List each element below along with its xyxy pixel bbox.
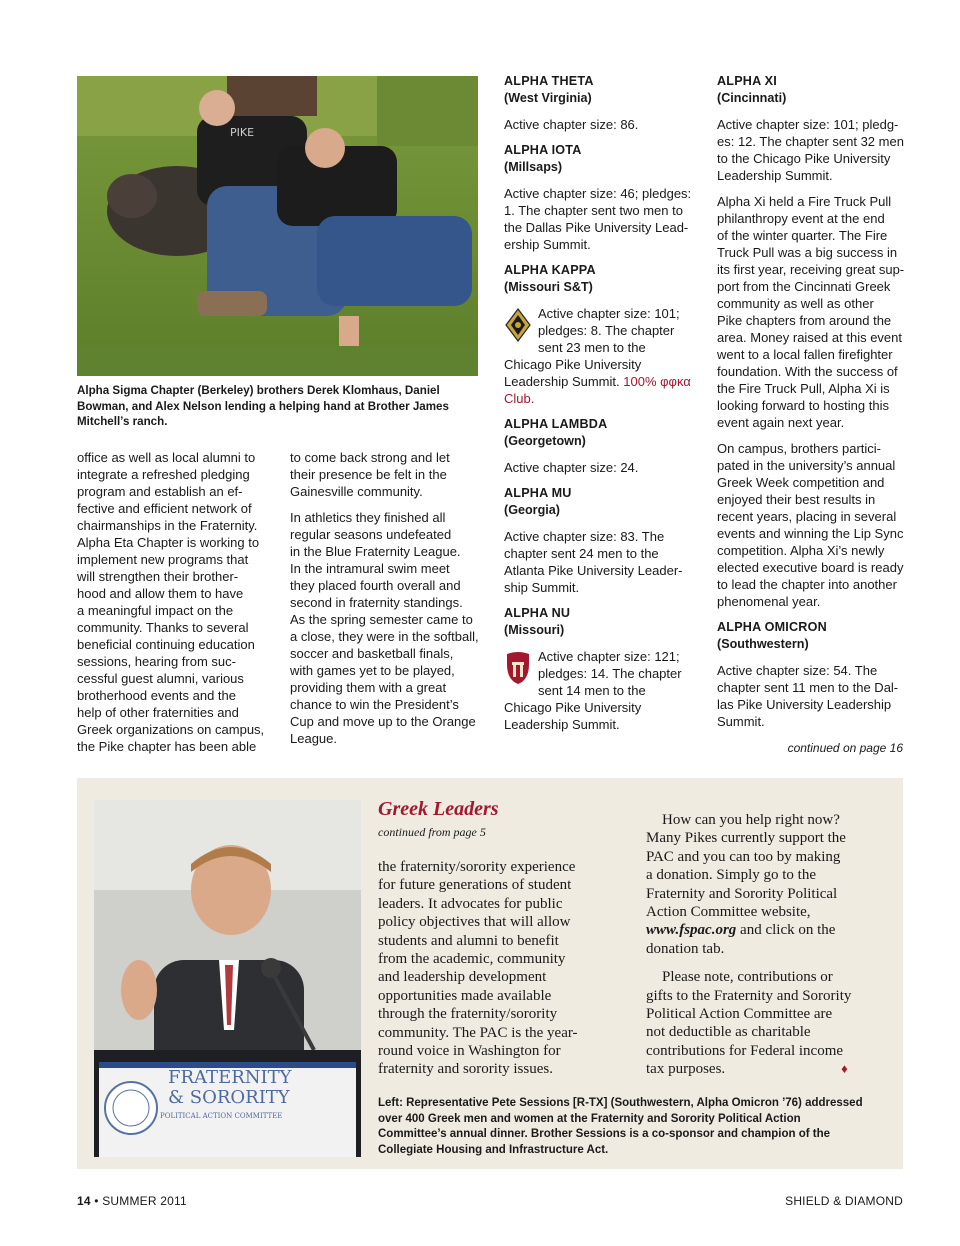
article-column-1	[77, 449, 277, 755]
chapter-line: Active chapter size: 121;	[538, 649, 680, 664]
chapter-line: foundation. With the success of	[717, 364, 898, 379]
article-line: their presence be felt in the	[290, 467, 447, 482]
article-line: sessions, hearing from suc-	[77, 654, 236, 669]
chapter-report	[504, 529, 682, 595]
article-line: implement new programs that	[77, 552, 249, 567]
sidebar-line: Action Committee website,	[646, 904, 811, 921]
chapter-line: Active chapter size: 24.	[504, 460, 639, 475]
chapter-line: Active chapter size: 101; pledg-	[717, 117, 899, 132]
sidebar-line: a donation. Simply go to the	[646, 867, 816, 884]
article-line: In the intramural swim meet	[290, 561, 450, 576]
sidebar-caption: Left: Representative Pete Sessions [R-TX] (Southwestern, Alpha Omicron ’76) addressed over 400 Greek men and women at the Fraternity and Sorority Political Action Committee’s annual dinner. Brother Sessions is a co-sponsor and champion of the Collegiate Housing and Infrastructure Act.	[378, 1097, 863, 1156]
chapter-line: es: 12. The chapter sent 32 men	[717, 134, 904, 149]
article-line: the Pike chapter has been able	[77, 739, 257, 754]
chapter-name: ALPHA IOTA	[504, 143, 582, 157]
chapter-name: ALPHA THETA	[504, 74, 594, 88]
chapter-line: pledges: 8. The chapter	[538, 323, 675, 338]
chapter-line: events and winning the Lip Sync	[717, 526, 904, 541]
footer-page-info	[77, 1194, 187, 1208]
speaker-photo	[94, 800, 361, 1157]
chapter-line: ership Summit.	[504, 237, 591, 252]
article-line: regular seasons undefeated	[290, 527, 452, 542]
article-line: integrate a refreshed pledging	[77, 467, 250, 482]
article-line: a close, they were in the softball,	[290, 629, 479, 644]
article-line: hood and allow them to have	[77, 586, 244, 601]
chapter-name: ALPHA XI	[717, 74, 777, 88]
chapter-line: to lead the chapter into another	[717, 577, 897, 592]
sidebar-line: Please note, contributions or	[662, 969, 833, 986]
sidebar-line: through the fraternity/sorority	[378, 1006, 558, 1023]
article-line: in the Blue Fraternity League.	[290, 544, 461, 559]
sidebar-line: Political Action Committee are	[646, 1006, 833, 1023]
footer-magazine-name: SHIELD & DIAMOND	[785, 1194, 903, 1208]
chapter-entry	[504, 73, 694, 133]
chapter-line: sent 23 men to the	[538, 340, 646, 355]
sidebar-line: community. The PAC is the year-	[378, 1024, 578, 1041]
sidebar-line: round voice in Washington for	[378, 1043, 561, 1060]
chapter-report	[504, 186, 691, 252]
sidebar-line: PAC and you can too by making	[646, 848, 841, 865]
article-line: beneficial continuing education	[77, 637, 255, 652]
chapter-line: Active chapter size: 86.	[504, 117, 639, 132]
article-line: providing them with a great	[290, 680, 447, 695]
sidebar-line: and leadership development	[378, 969, 547, 986]
chapter-school: (West Virginia)	[504, 91, 592, 105]
sidebar-line: the fraternity/sorority experience	[378, 859, 576, 875]
chapter-school: (Missouri S&T)	[504, 280, 593, 294]
ranch-photo	[77, 76, 478, 376]
chapter-school: (Georgetown)	[504, 434, 586, 448]
article-line: Gainesville community.	[290, 484, 423, 499]
chapter-line: went to a local fallen firefighter	[717, 347, 893, 362]
chapter-line: elected executive board is ready	[717, 560, 904, 575]
chapter-line: the Dallas Pike University Lead-	[504, 220, 689, 235]
chapter-report	[504, 460, 638, 475]
chapter-entry	[504, 262, 694, 407]
chapter-line: the Fire Truck Pull, Alpha Xi is	[717, 381, 890, 396]
chapter-entry	[717, 619, 907, 730]
chapter-line: competition. Alpha Xi’s newly	[717, 543, 885, 558]
podium-line-1: FRATERNITY	[168, 1067, 292, 1088]
sidebar-line: not deductible as charitable	[646, 1024, 811, 1041]
chapter-line: Leadership Summit.	[717, 168, 833, 183]
article-line: brotherhood events and the	[77, 688, 237, 703]
chapter-line: ship Summit.	[504, 580, 580, 595]
chapter-report	[504, 117, 638, 132]
fspac-link[interactable]: www.fspac.org	[646, 922, 737, 939]
chapter-crest-icon	[504, 650, 532, 686]
chapter-line: 1. The chapter sent two men to	[504, 203, 683, 218]
sidebar-line: Fraternity and Sorority Political	[646, 885, 838, 902]
article-line: program and establish an ef-	[77, 484, 243, 499]
link-after-text: and click on the	[736, 922, 836, 939]
chapter-paragraph	[717, 193, 907, 431]
article-line: will strengthen their brother-	[77, 569, 239, 584]
chapter-column-4	[717, 73, 907, 739]
sidebar-line: from the academic, community	[378, 951, 566, 968]
chapter-line: Chicago Pike University	[504, 700, 642, 715]
article-line: As the spring semester came to	[290, 612, 473, 627]
chapter-name: ALPHA NU	[504, 606, 571, 620]
chapter-line: area. Money raised at this event	[717, 330, 902, 345]
chapter-line: pledges: 14. The chapter	[538, 666, 682, 681]
article-line: Greek organizations on campus,	[77, 722, 265, 737]
sidebar-line: tax purposes.	[646, 1061, 726, 1078]
sidebar-continued-from: continued from page 5	[378, 825, 486, 839]
article-line: a meaningful impact on the	[77, 603, 234, 618]
chapter-entry	[504, 605, 694, 733]
club-highlight: 100% φφκα	[623, 374, 691, 389]
chapter-school: (Millsaps)	[504, 160, 563, 174]
chapter-line: Pike chapters from around the	[717, 313, 892, 328]
chapter-paragraph	[717, 116, 907, 184]
chapter-line: port from the Cincinnati Greek	[717, 279, 891, 294]
article-line: Alpha Eta Chapter is working to	[77, 535, 260, 550]
photo-caption: Alpha Sigma Chapter (Berkeley) brothers Derek Klomhaus, Daniel Bowman, and Alex Nelson lending a helping hand at Brother James Mitchell’s ranch.	[77, 384, 449, 428]
chapter-line: Atlanta Pike University Leader-	[504, 563, 683, 578]
article-line: to come back strong and let	[290, 450, 450, 465]
chapter-line: enjoyed their best results in	[717, 492, 876, 507]
article-line: with games yet to be played,	[290, 663, 455, 678]
chapter-line: phenomenal year.	[717, 594, 821, 609]
chapter-school: (Cincinnati)	[717, 91, 787, 105]
sidebar-line: gifts to the Fraternity and Sorority	[646, 987, 852, 1004]
chapter-line: Leadership Summit.	[504, 717, 620, 732]
sidebar-line: How can you help right now?	[662, 812, 840, 828]
article-column-2	[290, 449, 490, 756]
sidebar-line: students and alumni to benefit	[378, 932, 559, 949]
chapter-entry	[504, 416, 694, 476]
chapter-line: community as well as other	[717, 296, 874, 311]
greek-leaders-sidebar	[77, 778, 903, 1169]
sidebar-line: contributions for Federal income	[646, 1042, 844, 1059]
page-number: 14	[77, 1194, 91, 1208]
chapter-entry	[504, 142, 694, 253]
sidebar-line: Many Pikes currently support the	[646, 830, 846, 847]
chapter-line: Leadership Summit.	[504, 374, 620, 389]
sidebar-line: policy objectives that will allow	[378, 914, 571, 931]
chapter-line: On campus, brothers partici-	[717, 441, 882, 456]
chapter-school: (Missouri)	[504, 623, 565, 637]
club-highlight-end: Club.	[504, 391, 535, 406]
chapter-line: to the Chicago Pike University	[717, 151, 891, 166]
sidebar-line: fraternity and sorority issues.	[378, 1061, 553, 1078]
chapter-name: ALPHA OMICRON	[717, 620, 827, 634]
chapter-entry	[504, 485, 694, 596]
chapter-line: philanthropy event at the end	[717, 211, 885, 226]
sidebar-line: for future generations of student	[378, 877, 572, 894]
continued-note: continued on page 16	[787, 741, 903, 755]
chapter-line: Active chapter size: 101;	[538, 306, 680, 321]
issue-label: • SUMMER 2011	[90, 1194, 187, 1208]
chapter-line: chapter sent 11 men to the Dal-	[717, 680, 899, 695]
chapter-line: Active chapter size: 54. The	[717, 663, 878, 678]
chapter-line: Greek Week competition and	[717, 475, 885, 490]
donation-tab-text: donation tab.	[646, 940, 725, 957]
chapter-name: ALPHA MU	[504, 486, 572, 500]
chapter-line: Truck Pull was a big success in	[717, 245, 898, 260]
chapter-line: chapter sent 24 men to the	[504, 546, 659, 561]
end-mark-diamond: ♦	[841, 1061, 848, 1077]
chapter-line: event again next year.	[717, 415, 845, 430]
article-line: fective and efficient network of	[77, 501, 252, 516]
article-line: help of other fraternities and	[77, 705, 239, 720]
article-line: Cup and move up to the Orange	[290, 714, 476, 729]
article-line: office as well as local alumni to	[77, 450, 256, 465]
article-line: second in fraternity standings.	[290, 595, 463, 610]
chapter-school: (Southwestern)	[717, 637, 809, 651]
chapter-name: ALPHA LAMBDA	[504, 417, 608, 431]
article-line: soccer and basketball finals,	[290, 646, 454, 661]
chapter-school: (Georgia)	[504, 503, 560, 517]
chapter-line: Summit.	[717, 714, 765, 729]
chapter-line: looking forward to hosting this	[717, 398, 889, 413]
sidebar-line: leaders. It advocates for public	[378, 895, 563, 912]
article-line: they placed fourth overall and	[290, 578, 461, 593]
chapter-line: las Pike University Leadership	[717, 697, 892, 712]
chapter-line: pated in the university’s annual	[717, 458, 896, 473]
sidebar-left-text	[378, 858, 628, 1089]
sidebar-title: Greek Leaders	[378, 798, 499, 820]
article-line: In athletics they finished all	[290, 510, 446, 525]
chapter-line: Active chapter size: 83. The	[504, 529, 665, 544]
chapter-line: recent years, placing in several	[717, 509, 897, 524]
chapter-line: of the winter quarter. The Fire	[717, 228, 888, 243]
sidebar-right-text	[646, 811, 896, 1089]
chapter-line: sent 14 men to the	[538, 683, 646, 698]
podium-line-2: & SORORITY	[168, 1087, 290, 1108]
chapter-paragraph	[717, 440, 907, 610]
chapter-name: ALPHA KAPPA	[504, 263, 596, 277]
chapter-line: Active chapter size: 46; pledges:	[504, 186, 692, 201]
article-line: cessful guest alumni, various	[77, 671, 244, 686]
shirt-text: PIKE	[230, 126, 255, 139]
chapter-line: Alpha Xi held a Fire Truck Pull	[717, 194, 892, 209]
article-line: chairmanships in the Fraternity.	[77, 518, 258, 533]
chapter-line: its first year, receiving great sup-	[717, 262, 905, 277]
sidebar-line: opportunities made available	[378, 987, 552, 1004]
article-line: League.	[290, 731, 337, 746]
article-line: community. Thanks to several	[77, 620, 249, 635]
chapter-paragraph	[717, 662, 907, 730]
chapter-entry	[717, 73, 907, 610]
article-line: chance to win the President’s	[290, 697, 459, 712]
chapter-line: Chicago Pike University	[504, 357, 642, 372]
podium-line-3: POLITICAL ACTION COMMITTEE	[160, 1112, 283, 1120]
chapter-crest-icon	[504, 307, 532, 343]
chapter-column-3	[504, 73, 694, 742]
